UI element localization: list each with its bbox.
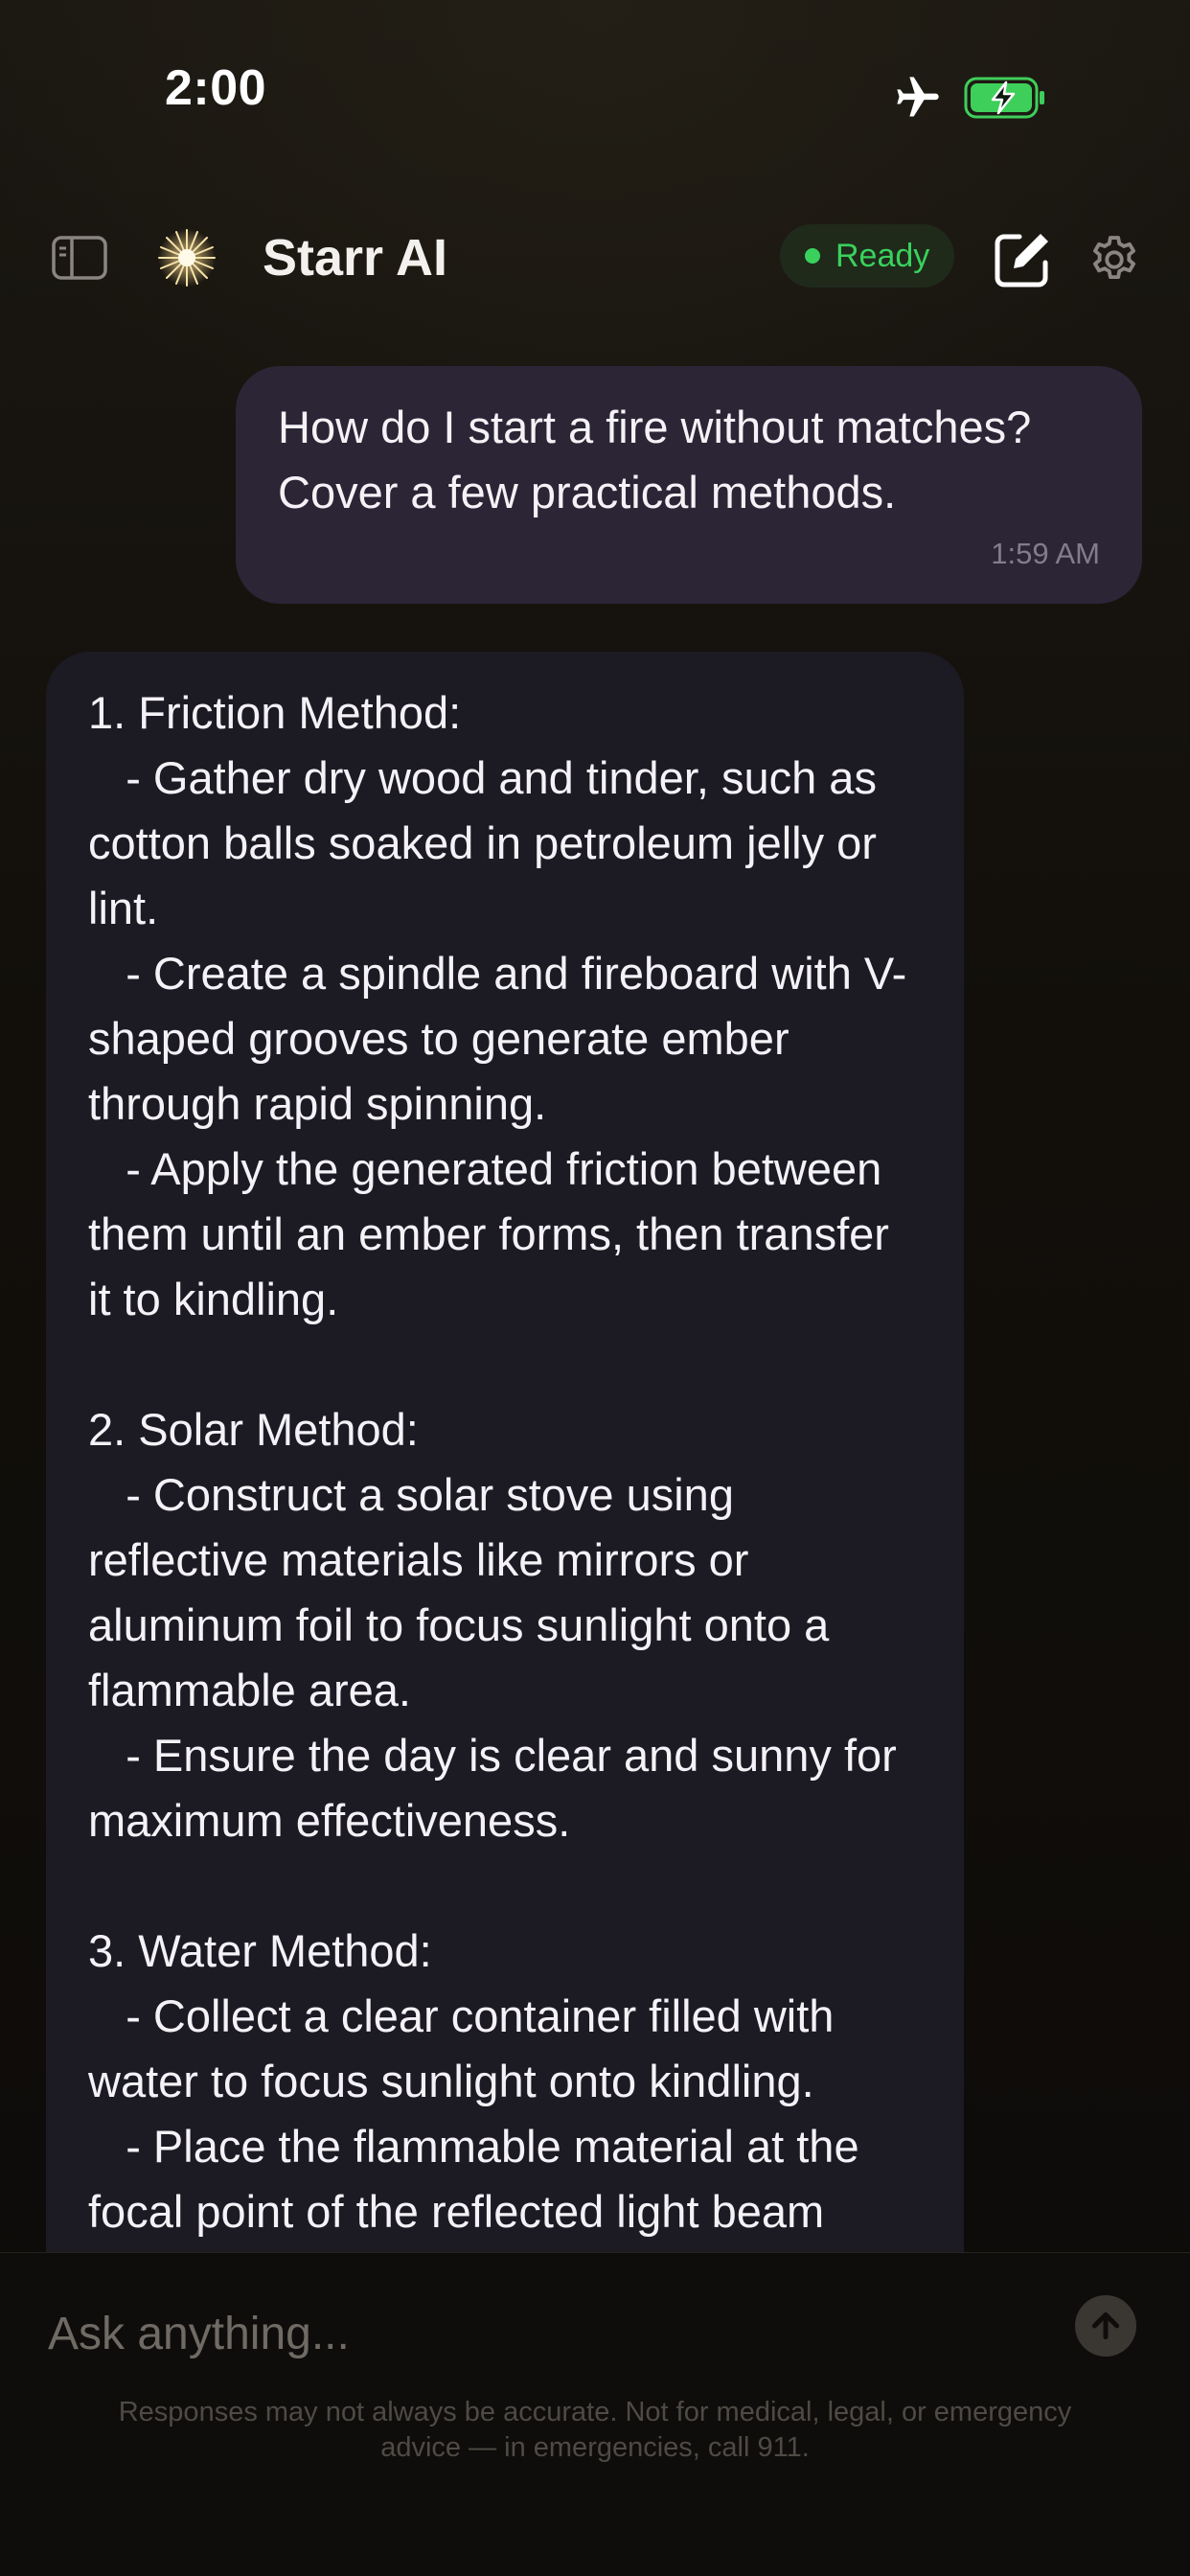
message-timestamp: 1:59 AM bbox=[991, 537, 1100, 570]
user-message-text: How do I start a fire without matches? Cover a few practical methods. bbox=[278, 402, 1032, 518]
send-button[interactable] bbox=[1075, 2295, 1136, 2357]
battery-charging-icon bbox=[964, 77, 1046, 119]
message-input[interactable] bbox=[48, 2295, 1006, 2372]
gear-icon[interactable] bbox=[1087, 232, 1142, 288]
assistant-message-bubble bbox=[46, 652, 964, 2281]
status-label: Ready bbox=[835, 237, 930, 274]
composer bbox=[0, 2252, 1190, 2576]
chat-header bbox=[0, 213, 1190, 309]
assistant-message-text: 1. Friction Method: - Gather dry wood and tinder, such as cotton balls soaked in petroleum jelly or lint. - Create a spindle and fireboard with V-shaped grooves to generate ember through rapid spinning. - Apply the generated friction between them until an ember forms, then transfer it to kindling. 2. Solar Method: - Construct a solar stove using reflective materials like mirrors or aluminum foil to focus sunlight onto a flammable area. - Ensure the day is clear and sunny for maximum effectiveness. 3. Water Method: - Collect a clear container filled with water to focus sunlight onto kindling. - Place the flammable material at the focal point of the reflected light beam bbox=[88, 687, 907, 2237]
arrow-up-icon bbox=[1087, 2307, 1125, 2345]
disclaimer-text: Responses may not always be accurate. Not for medical, legal, or emergency advice — in emergencies, call 911. bbox=[118, 2397, 1072, 2463]
compose-icon[interactable] bbox=[991, 228, 1054, 291]
sparkle-logo-icon bbox=[155, 226, 218, 289]
app-title: Starr AI bbox=[263, 229, 448, 287]
status-dot bbox=[805, 248, 820, 264]
status-time: 2:00 bbox=[165, 60, 267, 116]
status-badge bbox=[780, 224, 954, 288]
sidebar-toggle-icon[interactable] bbox=[52, 236, 107, 280]
airplane-icon bbox=[893, 73, 943, 123]
user-message-bubble bbox=[236, 366, 1142, 604]
